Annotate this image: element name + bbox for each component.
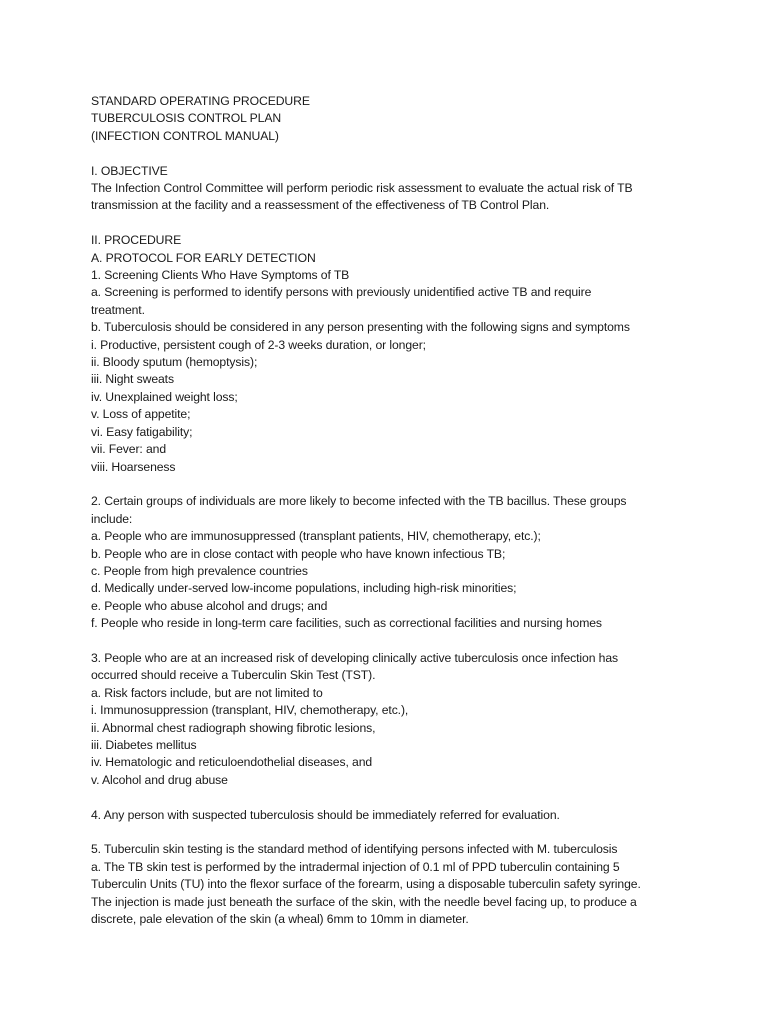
text-line: ii. Abnormal chest radiograph showing fibrotic lesions, <box>91 720 376 735</box>
section-4-referral <box>91 807 691 824</box>
text-line: Tuberculin Units (TU) into the flexor surface of the forearm, using a disposable tuberculin safety syringe. <box>91 877 641 892</box>
section-3-tst <box>91 650 691 789</box>
text-line: 2. Certain groups of individuals are more likely to become infected with the TB bacillus. These groups <box>91 494 627 509</box>
text-line: 3. People who are at an increased risk of developing clinically active tuberculosis once infection has <box>91 650 619 665</box>
text-line: a. The TB skin test is performed by the intradermal injection of 0.1 ml of PPD tuberculin containing 5 <box>91 859 620 874</box>
text-line: The injection is made just beneath the surface of the skin, with the needle bevel facing up, to produce a <box>91 894 637 909</box>
document-subtitle: TUBERCULOSIS CONTROL PLAN <box>91 111 282 126</box>
spacer <box>91 824 691 841</box>
procedure-heading: II. PROCEDURE <box>91 233 182 248</box>
document-subtitle-manual: (INFECTION CONTROL MANUAL) <box>91 128 279 143</box>
text-line: i. Immunosuppression (transplant, HIV, chemotherapy, etc.), <box>91 703 409 718</box>
text-line: discrete, pale elevation of the skin (a wheal) 6mm to 10mm in diameter. <box>91 912 469 926</box>
text-line: viii. Hoarseness <box>91 459 176 474</box>
spacer <box>91 215 691 232</box>
objective-text <box>91 180 691 215</box>
text-line: iv. Hematologic and reticuloendothelial diseases, and <box>91 755 373 770</box>
text-line: vi. Easy fatigability; <box>91 424 193 439</box>
text-line: transmission at the facility and a reassessment of the effectiveness of TB Control Plan. <box>91 198 550 213</box>
section-2-risk-groups <box>91 493 691 632</box>
text-line: iv. Unexplained weight loss; <box>91 389 238 404</box>
text-line: ii. Bloody sputum (hemoptysis); <box>91 355 258 370</box>
text-line: c. People from high prevalence countries <box>91 563 308 578</box>
section-1-screening <box>91 267 691 476</box>
document-body <box>91 93 691 928</box>
text-line: b. Tuberculosis should be considered in any person presenting with the following signs and symptoms <box>91 320 630 335</box>
text-line: iii. Diabetes mellitus <box>91 737 197 752</box>
section-5-skin-testing <box>91 841 691 928</box>
text-line: 1. Screening Clients Who Have Symptoms of TB <box>91 268 350 283</box>
text-line: treatment. <box>91 302 145 317</box>
text-line: a. Screening is performed to identify persons with previously unidentified active TB and require <box>91 285 592 300</box>
text-line: occurred should receive a Tuberculin Skin Test (TST). <box>91 668 376 683</box>
spacer <box>91 789 691 806</box>
text-line: i. Productive, persistent cough of 2-3 weeks duration, or longer; <box>91 337 426 352</box>
text-line: 4. Any person with suspected tuberculosis should be immediately referred for evaluation. <box>91 807 560 822</box>
document-title: STANDARD OPERATING PROCEDURE <box>91 94 310 108</box>
text-line: include: <box>91 511 133 526</box>
text-line: a. People who are immunosuppressed (transplant patients, HIV, chemotherapy, etc.); <box>91 529 541 544</box>
text-line: a. Risk factors include, but are not limited to <box>91 685 323 700</box>
text-line: v. Loss of appetite; <box>91 407 191 422</box>
protocol-subheading: A. PROTOCOL FOR EARLY DETECTION <box>91 250 316 265</box>
text-line: vii. Fever: and <box>91 442 167 457</box>
text-line: v. Alcohol and drug abuse <box>91 772 228 787</box>
spacer <box>91 476 691 493</box>
spacer <box>91 633 691 650</box>
text-line: 5. Tuberculin skin testing is the standard method of identifying persons infected with M. tuberculosis <box>91 842 618 857</box>
text-line: The Infection Control Committee will perform periodic risk assessment to evaluate the actual risk of TB <box>91 181 633 196</box>
objective-heading: I. OBJECTIVE <box>91 163 168 178</box>
text-line: e. People who abuse alcohol and drugs; and <box>91 598 328 613</box>
spacer <box>91 145 691 162</box>
text-line: iii. Night sweats <box>91 372 174 387</box>
text-line: f. People who reside in long-term care facilities, such as correctional facilities and nursing homes <box>91 616 602 631</box>
text-line: b. People who are in close contact with people who have known infectious TB; <box>91 546 506 561</box>
text-line: d. Medically under-served low-income populations, including high-risk minorities; <box>91 581 517 596</box>
